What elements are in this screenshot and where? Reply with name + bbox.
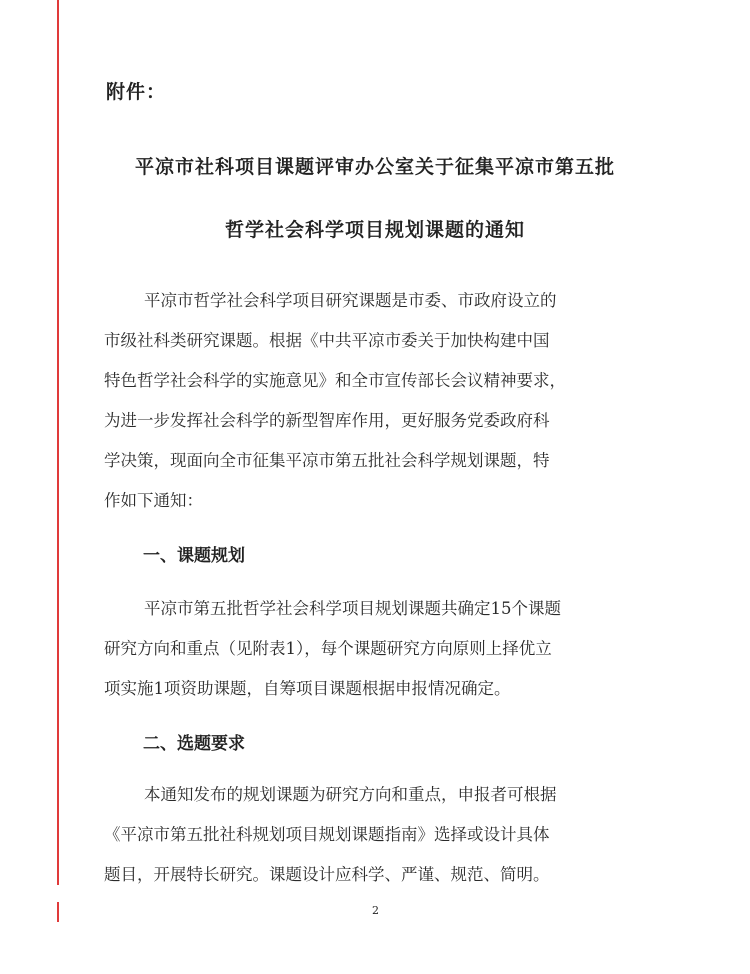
document-title-line-2: 哲学社会科学项目规划课题的通知 [224, 219, 525, 241]
section-heading-2: 二、选题要求 [143, 734, 245, 754]
page-number: 2 [372, 904, 379, 917]
attachment-label: 附件： [106, 81, 167, 103]
section2-line-2: 《平凉市第五批社科规划项目规划课题指南》选择或设计具体 [104, 825, 550, 844]
section1-line-2: 研究方向和重点（见附表1），每个课题研究方向原则上择优立 [104, 639, 552, 658]
section1-line-3: 项实施1项资助课题，自筹项目课题根据申报情况确定。 [104, 679, 511, 698]
intro-line-4: 为进一步发挥社会科学的新型智库作用，更好服务党委政府科 [104, 411, 550, 430]
section-heading-1: 一、课题规划 [143, 546, 245, 566]
intro-line-3: 特色哲学社会科学的实施意见》和全市宣传部长会议精神要求， [104, 371, 566, 390]
margin-rule-line [57, 0, 59, 885]
intro-line-6: 作如下通知： [104, 491, 203, 510]
document-title-line-1: 平凉市社科项目课题评审办公室关于征集平凉市第五批 [134, 156, 615, 178]
margin-rule-tick [57, 902, 59, 922]
section1-line-1: 平凉市第五批哲学社会科学项目规划课题共确定15个课题 [144, 599, 561, 618]
intro-line-1: 平凉市哲学社会科学项目研究课题是市委、市政府设立的 [144, 291, 557, 310]
section2-line-1: 本通知发布的规划课题为研究方向和重点，申报者可根据 [144, 785, 557, 804]
section2-line-3: 题目，开展特长研究。课题设计应科学、严谨、规范、简明。 [104, 865, 550, 884]
intro-line-2: 市级社科类研究课题。根据《中共平凉市委关于加快构建中国 [104, 331, 550, 350]
intro-line-5: 学决策，现面向全市征集平凉市第五批社会科学规划课题，特 [104, 451, 550, 470]
